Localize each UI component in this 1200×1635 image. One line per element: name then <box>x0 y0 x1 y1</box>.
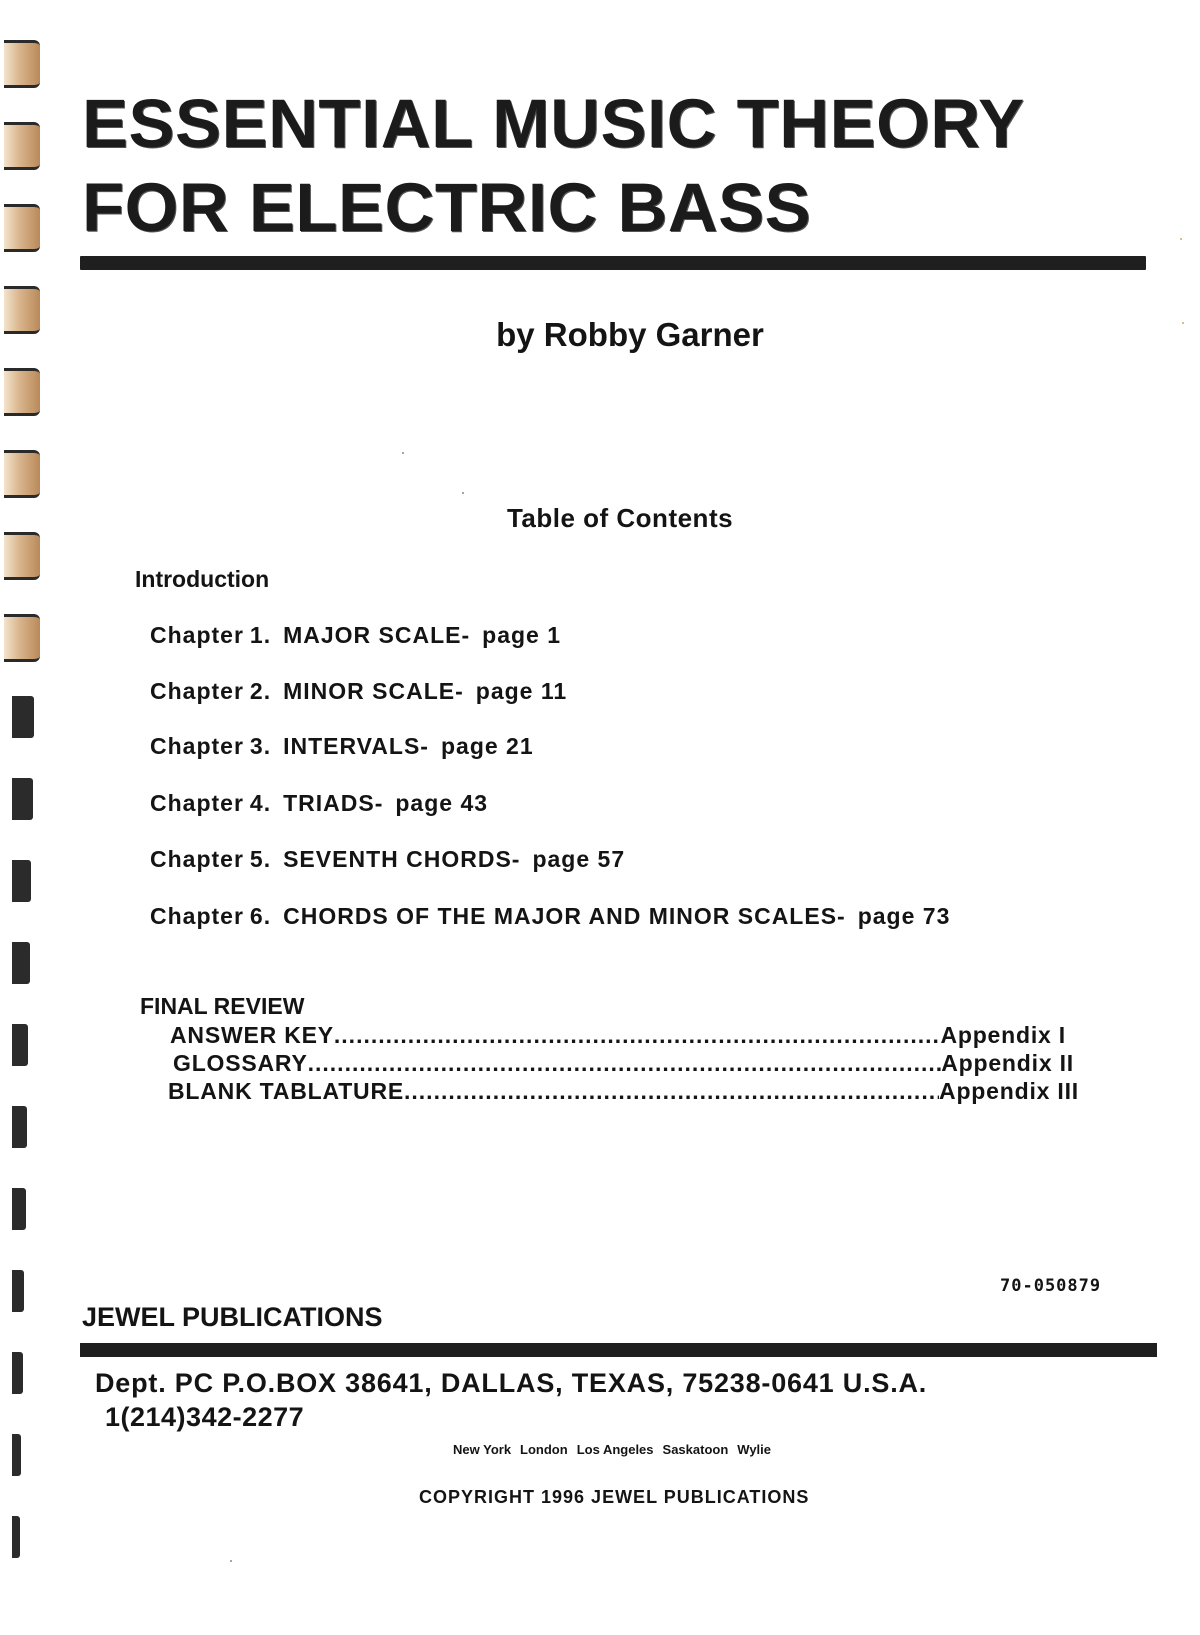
binding-ring <box>12 778 33 820</box>
catalog-number: 70-050879 <box>1000 1276 1102 1296</box>
chapter-number: 4. <box>249 790 272 816</box>
binding-ring <box>4 532 40 580</box>
appendix-reference: Appendix II <box>941 1050 1074 1076</box>
office-city: Saskatoon <box>662 1442 729 1457</box>
chapter-page: page 73 <box>857 903 951 929</box>
toc-chapter-entry <box>150 790 488 817</box>
toc-appendix-entry <box>173 1050 1074 1077</box>
chapter-title: CHORDS OF THE MAJOR AND MINOR SCALES- <box>283 903 846 929</box>
toc-appendix-entry <box>168 1078 1079 1105</box>
binding-ring <box>12 1434 21 1476</box>
office-cities <box>453 1442 780 1457</box>
spiral-binding <box>0 0 48 1635</box>
author-byline: by Robby Garner <box>496 316 764 353</box>
toc-chapter-entry <box>150 846 625 873</box>
toc-chapter-entry <box>150 733 534 760</box>
footer-rule <box>80 1343 1157 1357</box>
appendix-name: GLOSSARY <box>173 1050 308 1076</box>
final-review-heading: FINAL REVIEW <box>140 993 305 1019</box>
publisher-name: JEWEL PUBLICATIONS <box>82 1302 383 1332</box>
appendix-reference: Appendix I <box>940 1022 1066 1048</box>
title-line-2: FOR ELECTRIC BASS <box>82 169 812 246</box>
binding-ring <box>12 1106 27 1148</box>
binding-ring <box>4 450 40 498</box>
binding-ring <box>4 204 40 252</box>
office-city: Los Angeles <box>576 1442 654 1457</box>
title-rule <box>80 256 1146 270</box>
appendix-name: BLANK TABLATURE <box>168 1078 405 1104</box>
chapter-title: MAJOR SCALE- <box>283 622 471 648</box>
dot-leader <box>334 1022 941 1049</box>
paper-speck <box>402 452 404 454</box>
paper-speck <box>462 492 464 494</box>
chapter-number: 2. <box>249 678 272 704</box>
chapter-label: Chapter <box>150 678 244 704</box>
chapter-label: Chapter <box>150 733 244 759</box>
binding-ring <box>12 1270 24 1312</box>
toc-chapter-entry <box>150 678 567 705</box>
appendix-name: ANSWER KEY <box>170 1022 334 1048</box>
chapter-title: TRIADS- <box>283 790 384 816</box>
chapter-page: page 57 <box>532 846 626 872</box>
book-title <box>82 82 1025 250</box>
binding-ring <box>4 368 40 416</box>
dot-leader <box>308 1050 942 1077</box>
chapter-number: 1. <box>249 622 272 648</box>
dot-leader <box>404 1078 939 1105</box>
chapter-page: page 11 <box>475 678 568 704</box>
chapter-page: page 1 <box>482 622 562 648</box>
paper-speck <box>1180 238 1182 240</box>
binding-ring <box>12 942 30 984</box>
chapter-title: INTERVALS- <box>283 733 429 759</box>
toc-chapter-entry <box>150 622 561 649</box>
toc-appendix-entry <box>170 1022 1066 1049</box>
title-line-1: ESSENTIAL MUSIC THEORY <box>82 85 1025 162</box>
binding-ring <box>12 1516 20 1558</box>
chapter-label: Chapter <box>150 622 244 648</box>
binding-ring <box>4 614 40 662</box>
toc-heading: Table of Contents <box>506 503 734 533</box>
chapter-number: 3. <box>249 733 272 759</box>
chapter-label: Chapter <box>150 903 244 929</box>
chapter-page: page 43 <box>395 790 489 816</box>
binding-ring <box>4 40 40 88</box>
office-city: New York <box>453 1442 512 1457</box>
binding-ring <box>12 696 34 738</box>
binding-ring <box>12 1024 28 1066</box>
binding-ring <box>12 1352 23 1394</box>
chapter-label: Chapter <box>150 790 244 816</box>
office-city: Wylie <box>737 1442 771 1457</box>
chapter-page: page 21 <box>440 733 534 759</box>
toc-chapter-entry <box>150 903 950 930</box>
publisher-address: Dept. PC P.O.BOX 38641, DALLAS, TEXAS, 75238-0641 U.S.A. <box>95 1368 928 1398</box>
binding-ring <box>12 860 31 902</box>
publisher-phone: 1(214)342-2277 <box>105 1402 305 1432</box>
copyright-notice: COPYRIGHT 1996 JEWEL PUBLICATIONS <box>419 1487 810 1507</box>
chapter-number: 5. <box>249 846 272 872</box>
chapter-label: Chapter <box>150 846 244 872</box>
chapter-title: MINOR SCALE- <box>283 678 464 704</box>
office-city: London <box>520 1442 568 1457</box>
chapter-title: SEVENTH CHORDS- <box>283 846 521 872</box>
toc-introduction: Introduction <box>135 566 270 592</box>
binding-ring <box>12 1188 26 1230</box>
binding-ring <box>4 122 40 170</box>
paper-speck <box>230 1560 232 1562</box>
appendix-reference: Appendix III <box>939 1078 1079 1104</box>
chapter-number: 6. <box>249 903 272 929</box>
paper-speck <box>1182 322 1184 324</box>
